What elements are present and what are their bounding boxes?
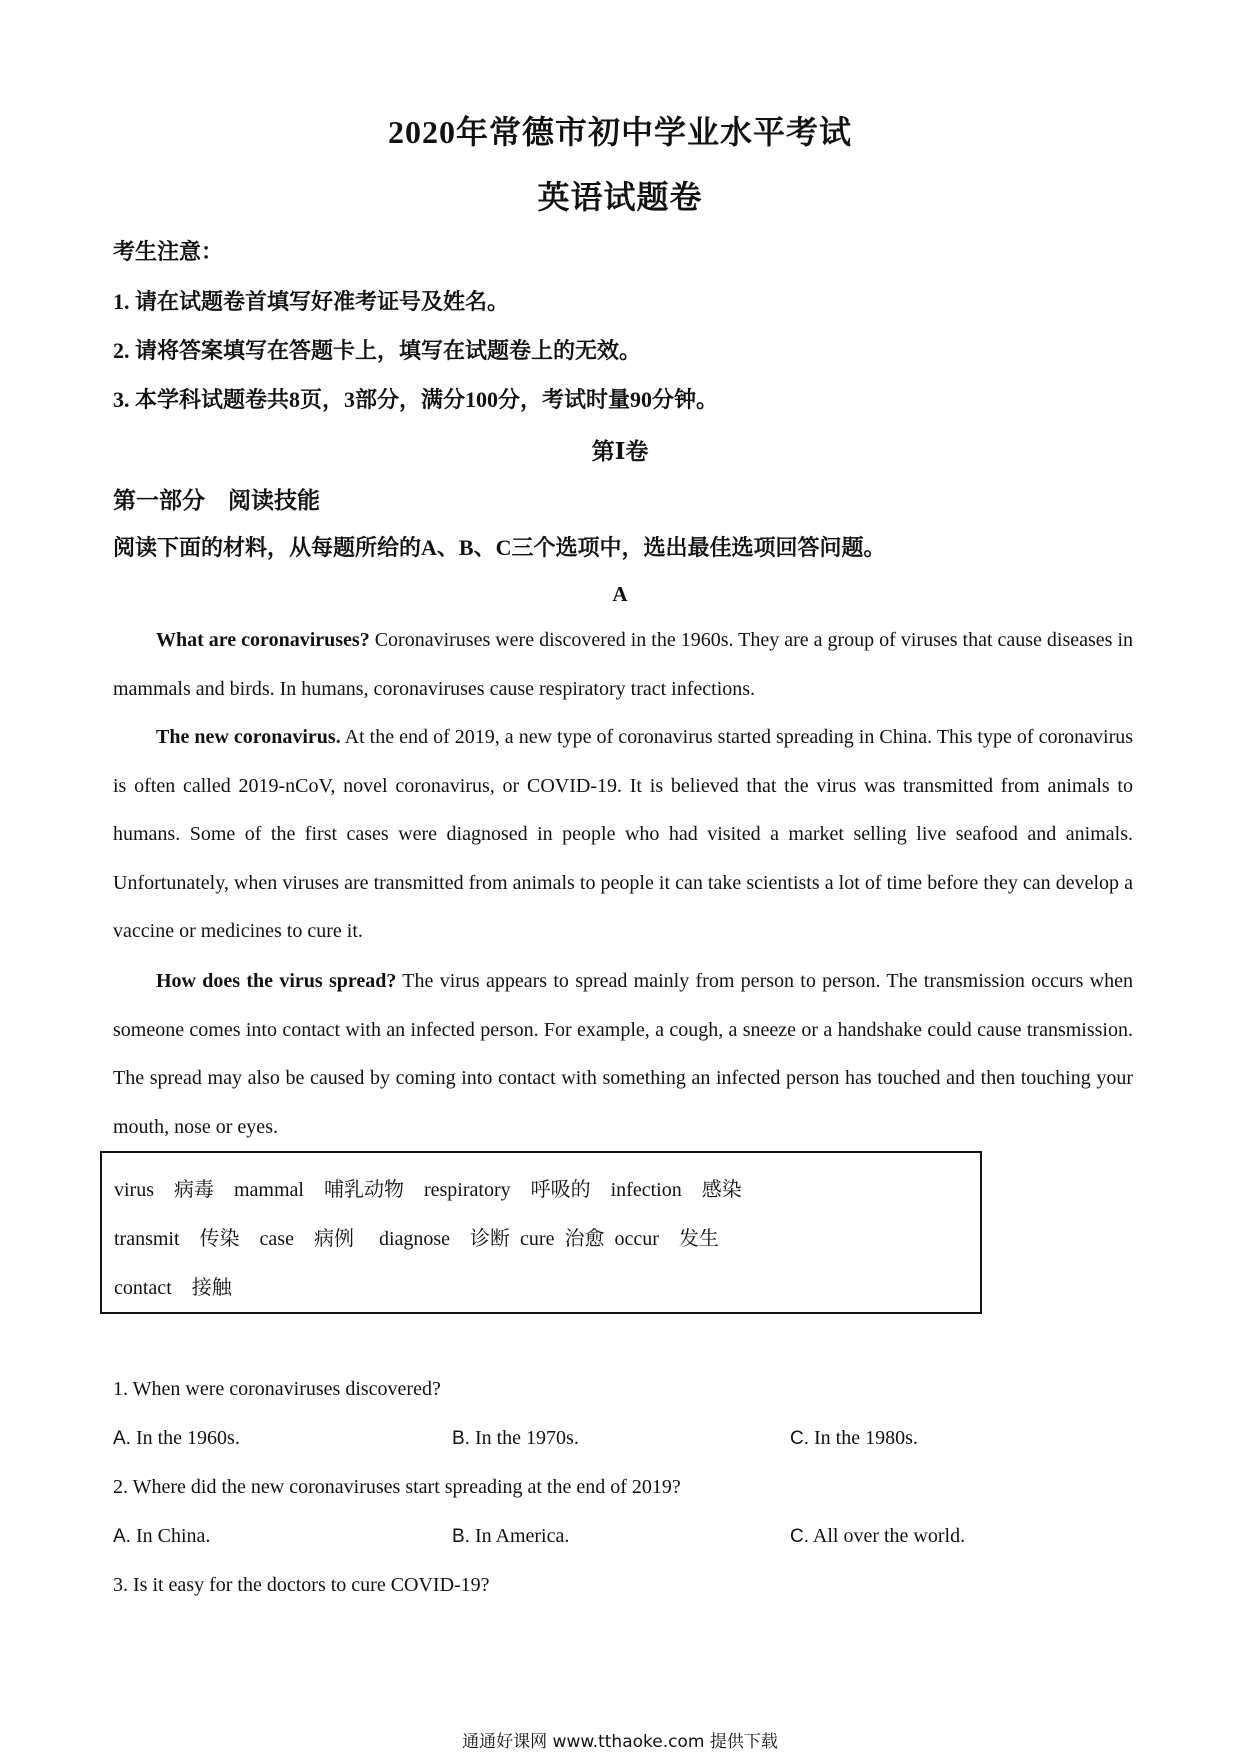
notice-item-3: 3. 本学科试题卷共8页，3部分，满分100分，考试时量90分钟。 bbox=[113, 387, 719, 412]
vocabulary-box bbox=[100, 1151, 982, 1314]
paragraph-text: Coronaviruses were discovered in the 1960s. They are a group of viruses that cause diseases in mammals and birds. In humans, coronaviruses cause respiratory tract infections. bbox=[113, 629, 1134, 700]
exam-title: 2020年常德市初中学业水平考试 bbox=[387, 114, 852, 150]
question-2-option-b: B. In America. bbox=[452, 1525, 570, 1547]
notice-heading: 考生注意： bbox=[113, 239, 224, 264]
vocab-row-3: contact 接触 bbox=[114, 1277, 232, 1299]
notice-item-2: 2. 请将答案填写在答题卡上，填写在试题卷上的无效。 bbox=[113, 338, 642, 363]
paragraph-lead: How does the virus spread? bbox=[156, 970, 397, 992]
paragraph-text: At the end of 2019, a new type of coronavirus started spreading in China. This type of coronavirus is often called 2019-nCoV, novel coronavirus, or COVID-19. It is believed that the virus was transmitted from animals to humans. Some of the first cases were diagnosed in people who had visited a market selling live seafood and animals. Unfortunately, when viruses are transmitted from animals to people it can take scientists a lot of time before they can develop a vaccine or medicines to cure it. bbox=[113, 726, 1134, 943]
instruction: 阅读下面的材料，从每题所给的A、B、C三个选项中，选出最佳选项回答问题。 bbox=[113, 535, 886, 560]
question-1-option-b: B. In the 1970s. bbox=[452, 1427, 579, 1449]
passage-paragraph-1 bbox=[113, 616, 1133, 713]
paragraph-lead: The new coronavirus. bbox=[156, 726, 341, 748]
paragraph-lead: What are coronaviruses? bbox=[156, 629, 370, 651]
question-2-option-a: A. In China. bbox=[113, 1525, 211, 1547]
vocab-row-1: virus 病毒 mammal 哺乳动物 respiratory 呼吸的 infection 感染 bbox=[114, 1179, 742, 1201]
question-1-option-a: A. In the 1960s. bbox=[113, 1427, 240, 1449]
exam-subtitle: 英语试题卷 bbox=[537, 179, 703, 215]
notice-item-1: 1. 请在试题卷首填写好准考证号及姓名。 bbox=[113, 289, 510, 314]
question-3-stem: 3. Is it easy for the doctors to cure COVID-19? bbox=[113, 1574, 490, 1596]
vocab-row-2: transmit 传染 case 病例 diagnose 诊断 cure 治愈 occur 发生 bbox=[114, 1228, 719, 1250]
question-1-stem: 1. When were coronaviruses discovered? bbox=[113, 1378, 441, 1400]
question-2-option-c: C. All over the world. bbox=[790, 1525, 966, 1547]
passage-paragraph-2 bbox=[113, 713, 1133, 956]
paragraph-text: The virus appears to spread mainly from person to person. The transmission occurs when someone comes into contact with an infected person. For example, a cough, a sneeze or a handshake could cause transmission. The spread may also be caused by coming into contact with something an infected person has touched and then touching your mouth, nose or eyes. bbox=[113, 970, 1133, 1138]
volume-label: 第Ⅰ卷 bbox=[591, 439, 649, 464]
page-footer: 通通好课网 www.tthaoke.com 提供下载 bbox=[462, 1732, 778, 1752]
question-2-stem: 2. Where did the new coronaviruses start spreading at the end of 2019? bbox=[113, 1476, 681, 1498]
section-label: A bbox=[612, 582, 628, 606]
question-1-option-c: C. In the 1980s. bbox=[790, 1427, 918, 1449]
part-heading: 第一部分 阅读技能 bbox=[113, 488, 320, 513]
passage-paragraph-3 bbox=[113, 957, 1133, 1151]
